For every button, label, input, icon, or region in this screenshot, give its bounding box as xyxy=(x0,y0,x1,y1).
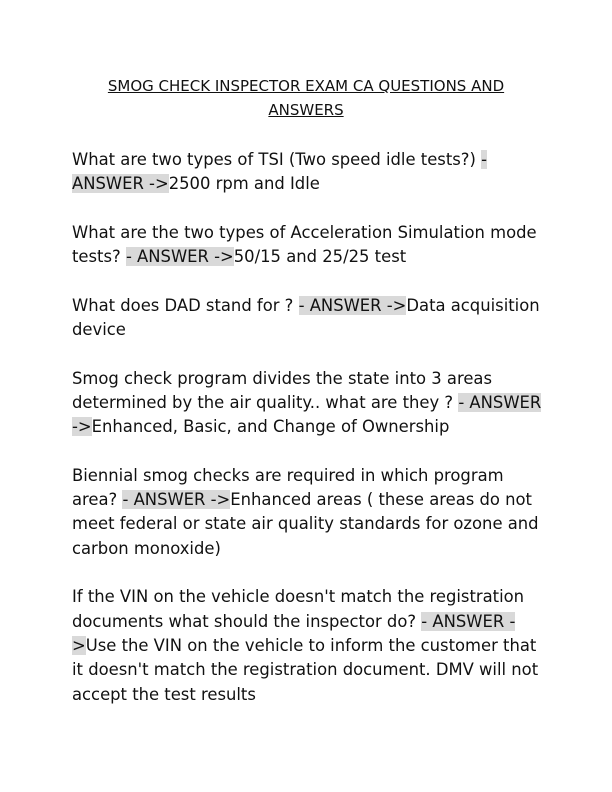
answer-marker: - ANSWER -> xyxy=(72,392,542,437)
title-line-1: SMOG CHECK INSPECTOR EXAM CA QUESTIONS AND xyxy=(107,77,505,95)
qa-list xyxy=(72,148,544,731)
title-line-2: ANSWERS xyxy=(268,101,344,119)
answer-text: Enhanced, Basic, and Change of Ownership xyxy=(91,417,450,437)
answer-marker: - ANSWER -> xyxy=(72,611,516,655)
qa-item-3 xyxy=(72,294,544,343)
answer-marker: - ANSWER -> xyxy=(125,247,234,267)
answer-marker: - ANSWER -> xyxy=(122,490,231,510)
answer-marker: - ANSWER -> xyxy=(298,295,407,315)
question-text: If the VIN on the vehicle doesn't match the registration documents what should the inspector do? xyxy=(72,587,525,631)
question-text: What are two types of TSI (Two speed idle tests?) xyxy=(72,150,482,169)
qa-item-4 xyxy=(72,367,544,440)
document-title xyxy=(60,74,552,122)
answer-text: Enhanced areas ( these areas do not meet federal or state air quality standards for ozone and carbon monoxide) xyxy=(72,490,539,558)
qa-item-1 xyxy=(72,148,544,197)
qa-item-5 xyxy=(72,464,544,561)
question-text: Biennial smog checks are required in which program area? xyxy=(72,465,504,510)
answer-text: 2500 rpm and Idle xyxy=(168,174,320,194)
answer-text: Use the VIN on the vehicle to inform the customer that it doesn't match the registration document. DMV will not accept the test results xyxy=(72,635,539,704)
answer-text: Data acquisition device xyxy=(72,295,540,340)
qa-item-2 xyxy=(72,221,544,270)
question-text: What does DAD stand for ? xyxy=(72,295,299,315)
qa-item-6 xyxy=(72,585,544,706)
answer-text: 50/15 and 25/25 test xyxy=(233,247,407,267)
question-text: What are the two types of Acceleration Simulation mode tests? xyxy=(72,222,537,267)
answer-marker: - ANSWER -> xyxy=(72,150,488,194)
question-text: Smog check program divides the state into 3 areas determined by the air quality.. what are they ? xyxy=(72,368,493,412)
